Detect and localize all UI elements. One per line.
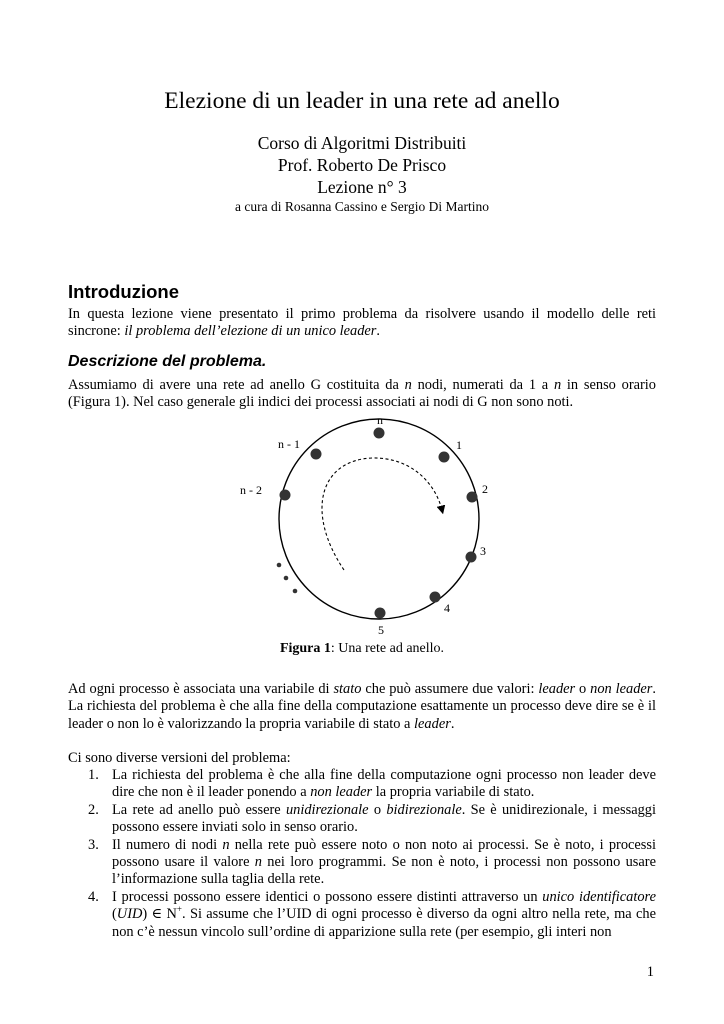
- item-text: La richiesta del problema è che alla fine della computazione ogni processo non leader deve dire che non è il leader ponendo a: [112, 767, 656, 801]
- description-heading: Descrizione del problema.: [68, 353, 267, 370]
- item-emphasis: n: [222, 836, 230, 853]
- node-n-1: [311, 449, 322, 460]
- intro-text-1: In questa lezione viene presentato il primo problema da risolvere usando il modello delle reti sincrone:: [68, 306, 656, 340]
- ring-network-figure: [220, 412, 520, 640]
- label-1: 1: [456, 438, 462, 452]
- label-n-1: n - 1: [278, 437, 300, 451]
- intro-text-3: .: [376, 323, 381, 340]
- desc-text-3: in senso orario (Figura 1). Nel caso generale gli indici dei processi associati ai nodi di G non sono noti.: [68, 377, 656, 411]
- clockwise-arrow: [322, 458, 442, 570]
- leader-term: leader: [538, 681, 576, 697]
- intro-heading: Introduzione: [68, 281, 179, 302]
- item-emphasis: UID: [116, 906, 143, 923]
- desc-text-1: Assumiamo di avere una rete ad anello G costituita da: [68, 377, 405, 393]
- item-emphasis: unidirezionale: [285, 801, 369, 818]
- stato-text-5: .: [450, 715, 455, 732]
- node-5: [375, 608, 386, 619]
- item-text: Il numero di nodi: [112, 836, 223, 853]
- intro-paragraph: [68, 306, 656, 341]
- stato-text-4: . La richiesta del problema è che alla fine della computazione esattamente un processo deve dire se è il leader o non lo è valorizzando la propria variabile di stato a: [68, 681, 657, 732]
- figure-caption-label: Figura 1: [279, 641, 331, 656]
- ellipsis-dot: [284, 576, 289, 581]
- item-emphasis: unico identificatore: [542, 888, 656, 905]
- node-n-2: [280, 490, 291, 501]
- stato-text-1: Ad ogni processo è associata una variabile di: [68, 681, 334, 697]
- item-text: . Si assume che l’UID di ogni processo è diverso da ogni altro nella rete, ma che non c’è nessun vincolo sull’ordine di apparizione sulla rete (per esempio, gli interi non: [112, 906, 656, 940]
- item-emphasis: bidirezionale: [386, 801, 462, 818]
- node-1: [439, 452, 450, 463]
- lesson-number: Lezione n° 3: [317, 177, 407, 197]
- list-number: 1.: [88, 767, 99, 783]
- item-text: I processi possono essere identici o possono essere distinti attraverso un: [112, 888, 543, 905]
- label-2: 2: [482, 482, 488, 496]
- item-text: o: [368, 801, 387, 818]
- ellipsis-dot: [277, 563, 282, 568]
- label-3: 3: [480, 544, 486, 558]
- ring-circle: [279, 419, 479, 619]
- desc-n-2: n: [553, 377, 562, 393]
- stato-text-3: o: [575, 681, 591, 697]
- version-item-3: [68, 837, 656, 889]
- version-item-1: [68, 767, 656, 802]
- intro-text-2: il problema dell’elezione di un unico leader: [124, 323, 377, 340]
- item-emphasis: non leader: [310, 784, 373, 801]
- document-title: Elezione di un leader in una rete ad anello: [164, 88, 560, 114]
- node-n: [374, 428, 385, 439]
- non-leader-term: non leader: [590, 681, 653, 697]
- item-text: . Se è unidirezionale, i messaggi possono essere inviati solo in senso orario.: [112, 801, 656, 836]
- item-text: La rete ad anello può essere: [112, 801, 286, 818]
- item-text: (: [112, 906, 117, 923]
- list-number: 3.: [88, 836, 99, 853]
- professor-name: Prof. Roberto De Prisco: [277, 155, 447, 175]
- state-variable-paragraph: [68, 681, 656, 733]
- list-number: 2.: [88, 801, 99, 818]
- item-text: nella rete può essere noto o non noto ai processi. Se è noto, i processi possono usare il valore: [112, 836, 656, 871]
- authors-line: a cura di Rosanna Cassino e Sergio Di Martino: [235, 199, 489, 214]
- desc-n-1: n: [404, 377, 412, 393]
- leader-term-2: leader: [414, 715, 451, 732]
- figure-caption: [0, 641, 724, 657]
- node-2: [467, 492, 478, 503]
- item-text: la propria variabile di stato.: [372, 784, 535, 801]
- node-3: [466, 552, 477, 563]
- stato-text-2: che può assumere due valori:: [361, 681, 539, 697]
- node-4: [430, 592, 441, 603]
- versions-list: [68, 767, 656, 941]
- item-emphasis: n: [254, 854, 262, 871]
- version-item-4: [68, 889, 656, 941]
- label-n-2: n - 2: [240, 483, 262, 497]
- page-number: 1: [646, 964, 654, 980]
- version-item-2: [68, 802, 656, 837]
- description-paragraph: [68, 377, 656, 412]
- stato-term: stato: [333, 681, 362, 697]
- ellipsis-dot: [293, 589, 298, 594]
- course-name: Corso di Algoritmi Distribuiti: [257, 133, 467, 153]
- desc-text-2: nodi, numerati da 1 a: [411, 377, 554, 393]
- label-5: 5: [378, 623, 384, 637]
- label-4: 4: [444, 601, 450, 615]
- versions-intro: Ci sono diverse versioni del problema:: [68, 750, 291, 766]
- item-superscript: +: [176, 904, 182, 915]
- item-text: nei loro programmi. Se non è noto, i processi non possono usare l’informazione sulla taglia della rete.: [112, 854, 656, 888]
- item-text: ) ∈ N: [142, 906, 177, 923]
- figure-caption-text: : Una rete ad anello.: [330, 641, 445, 656]
- list-number: 4.: [88, 888, 99, 905]
- label-n: n: [377, 413, 383, 427]
